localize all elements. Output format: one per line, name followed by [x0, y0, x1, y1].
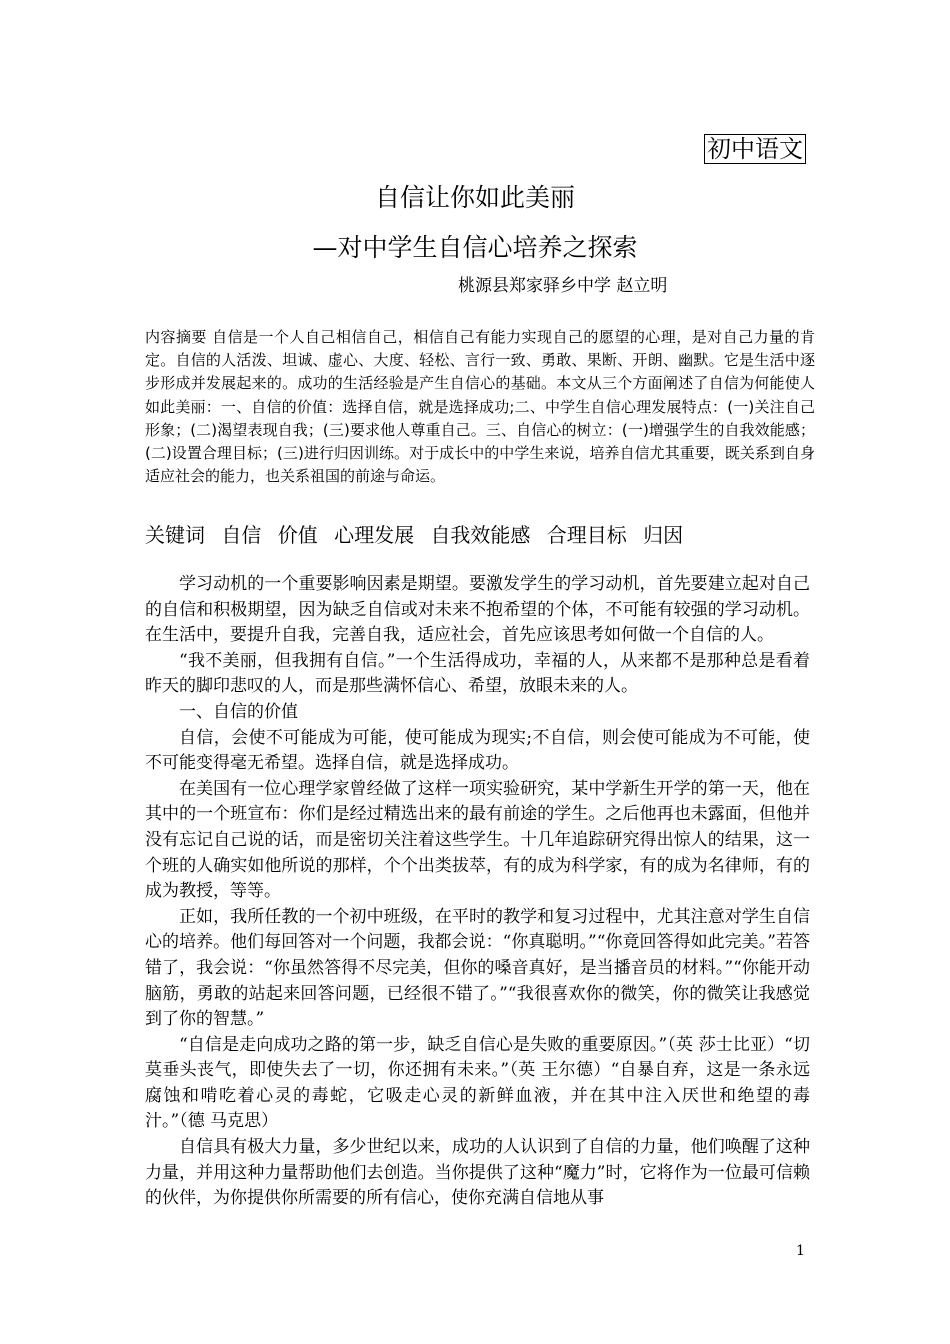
keyword: 价值: [277, 523, 318, 547]
subject-tag: 初中语文: [704, 134, 806, 164]
paragraph: 自信具有极大力量，多少世纪以来，成功的人认识到了自信的力量，他们唤醒了这种力量，并用这种力量帮助他们去创造。当你提供了这种“魔力”时，它将作为一位最可信赖的伙伴，为你提供你所需要的所有信心，使你充满自信地从事: [145, 1137, 810, 1209]
page-number: 1: [796, 1243, 805, 1259]
paragraph: 自信，会使不可能成为可能，使可能成为现实;不自信，则会使可能成为不可能，使不可能变得毫无希望。选择自信，就是选择成功。: [145, 727, 810, 774]
page-title: 自信让你如此美丽: [374, 183, 575, 212]
section-heading: 一、自信的价值: [179, 701, 298, 722]
page-subtitle: —对中学生自信心培养之探索: [312, 233, 638, 262]
paragraph: 正如，我所任教的一个初中班级，在平时的教学和复习过程中，尤其注意对学生自信心的培养。他们每回答对一个问题，我都会说：“你真聪明。”“你竟回答得如此完美。”若答错了，我会说：“你虽然答得不尽完美，但你的嗓音真好，是当播音员的材料。”“你能开动脑筋，勇敢的站起来回答问题，已经很不错了。”“我很喜欢你的微笑，你的微笑让我感觉到了你的智慧。”: [145, 906, 810, 1030]
keyword: 心理发展: [334, 523, 415, 547]
author-line: 桃源县郑家驿乡中学 赵立明: [458, 276, 668, 296]
abstract: 内容摘要 自信是一个人自己相信自己，相信自己有能力实现自己的愿望的心理，是对自己力量的肯定。自信的人活泼、坦诚、虚心、大度、轻松、言行一致、勇敢、果断、开朗、幽默。它是生活中逐步形成并发展起来的。成功的生活经验是产生自信心的基础。本文从三个方面阐述了自信为何能使人如此美丽：一、自信的价值：选择自信，就是选择成功;二、中学生自信心理发展特点：(一)关注自己形象；(二)渴望表现自我；(三)要求他人尊重自己。三、自信心的树立：(一)增强学生的自我效能感；(二)设置合理目标；(三)进行归因训练。对于成长中的中学生来说，培养自信尤其重要，既关系到自身适应社会的能力，也关系祖国的前途与命运。: [145, 328, 815, 486]
keywords-label: 关键词: [145, 523, 205, 547]
body-text: [145, 572, 810, 1212]
paragraph: 学习动机的一个重要影响因素是期望。要激发学生的学习动机，首先要建立起对自己的自信和积极期望，因为缺乏自信或对未来不抱希望的个体，不可能有较强的学习动机。在生活中，要提升自我，完善自我，适应社会，首先应该思考如何做一个自信的人。: [145, 574, 810, 646]
paragraph: “自信是走向成功之路的第一步，缺乏自信心是失败的重要原因。”（英 莎士比亚）“切莫垂头丧气，即使失去了一切，你还拥有未来。”（英 王尔德）“自暴自弃，这是一条永远腐蚀和啃吃着心灵的毒蛇，它吸走心灵的新鲜血液，并在其中注入厌世和绝望的毒汁。”（德 马克思）: [145, 1034, 810, 1132]
keyword: 归因: [643, 523, 684, 547]
keyword: 自信: [221, 523, 262, 547]
paragraph: 在美国有一位心理学家曾经做了这样一项实验研究，某中学新生开学的第一天，他在其中的一个班宣布：你们是经过精选出来的最有前途的学生。之后他再也未露面，但他并没有忘记自己说的话，而是密切关注着这些学生。十几年追踪研究得出惊人的结果，这一个班的人确实如他所说的那样，个个出类拔萃，有的成为科学家，有的成为名律师，有的成为教授，等等。: [145, 778, 810, 902]
paragraph: “我不美丽，但我拥有自信。”一个生活得成功，幸福的人，从来都不是那种总是看着昨天的脚印悲叹的人，而是那些满怀信心、希望，放眼未来的人。: [145, 650, 810, 697]
keyword: 自我效能感: [430, 523, 531, 547]
keywords-line: [145, 520, 815, 550]
keyword: 合理目标: [546, 523, 627, 547]
